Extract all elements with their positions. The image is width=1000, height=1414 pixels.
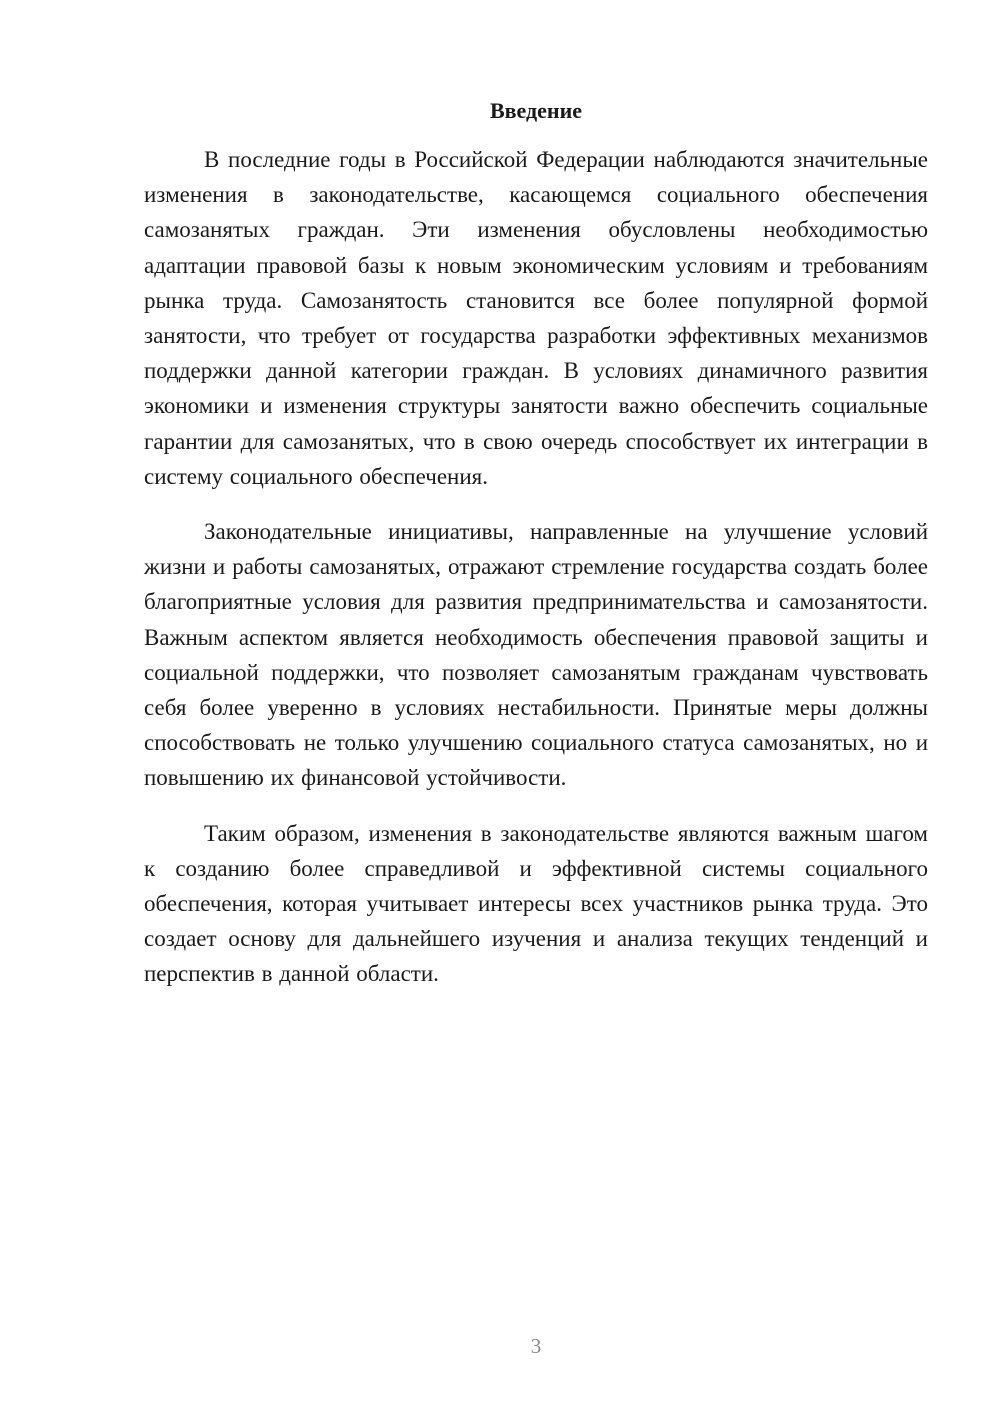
page-number: 3 xyxy=(530,1334,542,1358)
paragraph-3: Таким образом, изменения в законодательстве являются важным шагом к созданию более справедливой и эффективной системы социального обеспечения, которая учитывает интересы всех участников рынка труда. Это создает основу для дальнейшего изучения и анализа текущих тенденций и перспектив в данной области. xyxy=(144,820,928,987)
section-heading: Введение xyxy=(489,98,583,123)
paragraph-2: Законодательные инициативы, направленные на улучшение условий жизни и работы самозанятых, отражают стремление государства создать более благоприятные условия для развития предпринимательства и самозанятости. Важным аспектом является необходимость обеспечения правовой защиты и социальной поддержки, что позволяет самозанятым гражданам чувствовать себя более уверенно в условиях нестабильности. Принятые меры должны способствовать не только улучшению социального статуса самозанятых, но и повышению их финансовой устойчивости. xyxy=(144,519,928,791)
body-text xyxy=(144,142,928,1012)
paragraph-1: В последние годы в Российской Федерации наблюдаются значительные изменения в законодательстве, касающемся социального обеспечения самозанятых граждан. Эти изменения обусловлены необходимостью адаптации правовой базы к новым экономическим условиям и требованиям рынка труда. Самозанятость становится все более популярной формой занятости, что требует от государства разработки эффективных механизмов поддержки данной категории граждан. В условиях динамичного развития экономики и изменения структуры занятости важно обеспечить социальные гарантии для самозанятых, что в свою очередь способствует их интеграции в систему социального обеспечения. xyxy=(144,147,928,489)
